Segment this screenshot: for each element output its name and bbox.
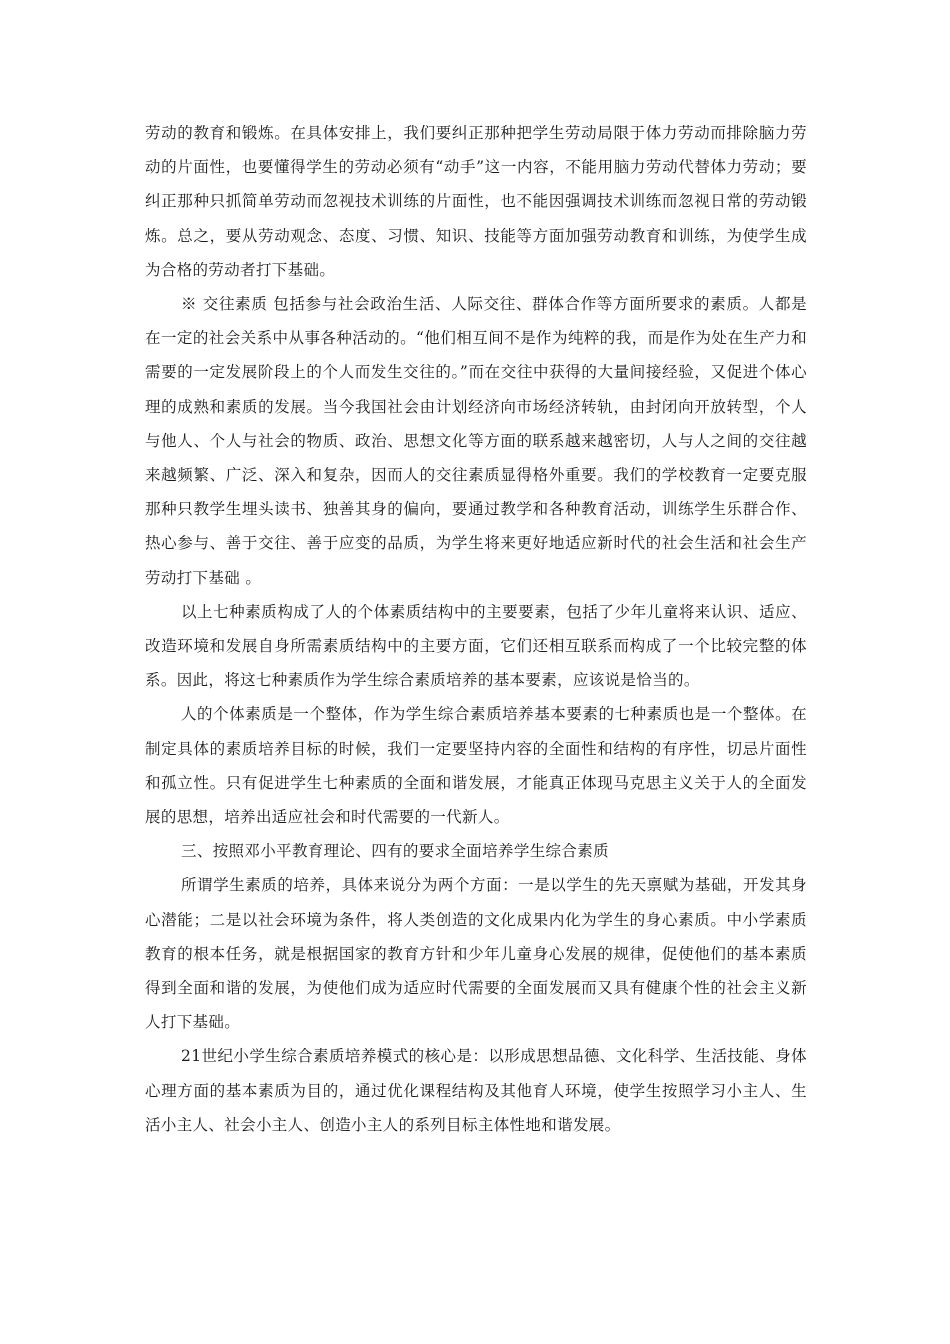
document-body — [145, 116, 807, 1142]
paragraph-21st-century-model: 21世纪小学生综合素质培养模式的核心是：以形成思想品德、文化科学、生活技能、身体心理方面的基本素质为目的，通过优化课程结构及其他育人环境，使学生按照学习小主人、生活小主人、社会小主人、创造小主人的系列目标主体性地和谐发展。 — [145, 1047, 807, 1134]
paragraph-individual-quality-whole: 人的个体素质是一个整体，作为学生综合素质培养基本要素的七种素质也是一个整体。在制定具体的素质培养目标的时候，我们一定要坚持内容的全面性和结构的有序性，切忌片面性和孤立性。只有促进学生七种素质的全面和谐发展，才能真正体现马克思主义关于人的全面发展的思想，培养出适应社会和时代需要的一代新人。 — [145, 705, 807, 827]
paragraph-quality-cultivation: 所谓学生素质的培养，具体来说分为两个方面：一是以学生的先天禀赋为基础，开发其身心潜能；二是以社会环境为条件，将人类创造的文化成果内化为学生的身心素质。中小学素质教育的根本任务，就是根据国家的教育方针和少年儿童身心发展的规律，促使他们的基本素质得到全面和谐的发展，为使他们成为适应时代需要的全面发展而又具有健康个性的社会主义新人打下基础。 — [145, 876, 807, 1032]
paragraph-seven-qualities-structure: 以上七种素质构成了人的个体素质结构中的主要要素，包括了少年儿童将来认识、适应、改造环境和发展自身所需素质结构中的主要方面，它们还相互联系而构成了一个比较完整的体系。因此，将这七种素质作为学生综合素质培养的基本要素，应该说是恰当的。 — [145, 602, 807, 690]
paragraph-communication-quality: ※ 交往素质 包括参与社会政治生活、人际交往、群体合作等方面所要求的素质。人都是在一定的社会关系中从事各种活动的。“他们相互间不是作为纯粹的我，而是作为处在生产力和需要的一定发展阶段上的个人而发生交往的。”而在交往中获得的大量间接经验，又促进个体心理的成熟和素质的发展。当今我国社会由计划经济向市场经济转轨，由封闭向开放转型，个人与他人、个人与社会的物质、政治、思想文化等方面的联系越来越密切，人与人之间的交往越来越频繁、广泛、深入和复杂，因而人的交往素质显得格外重要。我们的学校教育一定要克服那种只教学生埋头读书、独善其身的偏向，要通过教学和各种教育活动，训练学生乐群合作、热心参与、善于交往、善于应变的品质，为学生将来更好地适应新时代的社会生活和社会生产劳动打下基础 。 — [145, 295, 807, 587]
section-heading-three: 三、按照邓小平教育理论、四有的要求全面培养学生综合素质 — [181, 842, 609, 861]
paragraph-labor-education: 劳动的教育和锻炼。在具体安排上，我们要纠正那种把学生劳动局限于体力劳动而排除脑力劳动的片面性，也要懂得学生的劳动必须有“动手”这一内容，不能用脑力劳动代替体力劳动；要纠正那种只抓简单劳动而忽视技术训练的片面性，也不能因强调技术训练而忽视日常的劳动锻炼。总之，要从劳动观念、态度、习惯、知识、技能等方面加强劳动教育和训练，为使学生成为合格的劳动者打下基础。 — [145, 124, 807, 279]
